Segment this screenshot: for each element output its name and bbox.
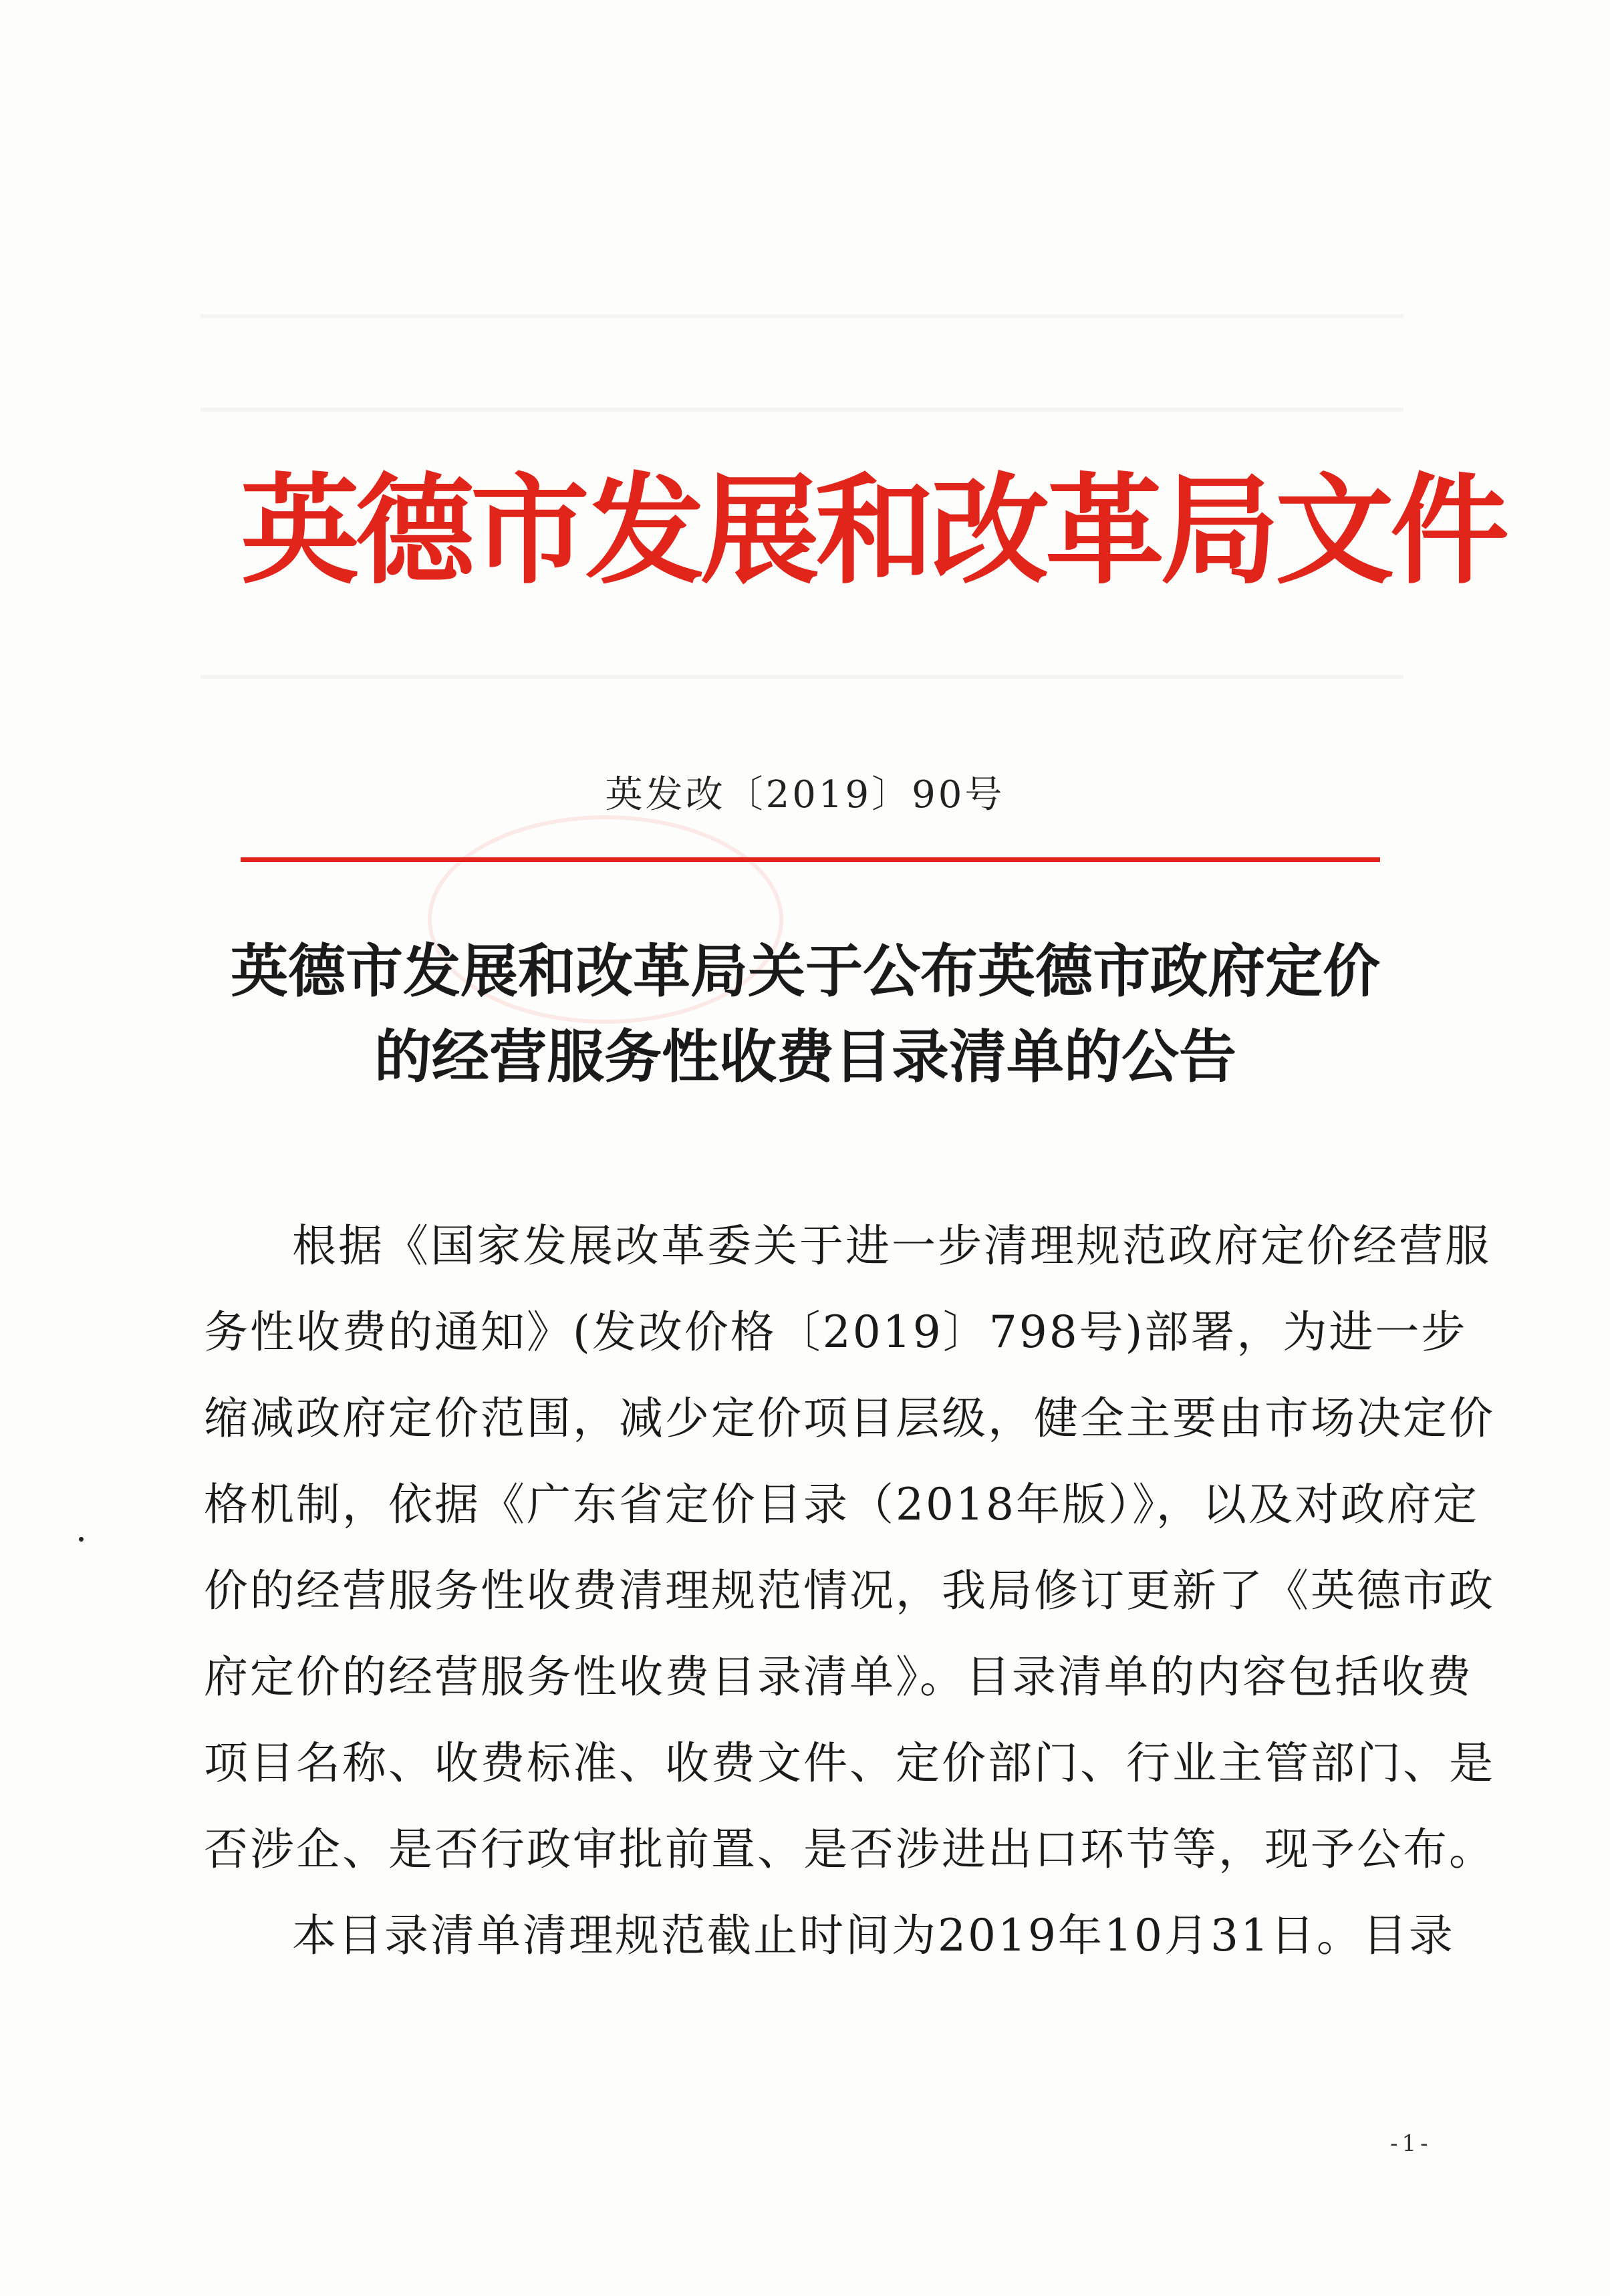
notice-body [204, 1203, 1495, 1979]
notice-title-line: 的经营服务性收费目录清单的公告 [374, 1023, 1236, 1091]
body-line: 项目名称、收费标准、收费文件、定价部门、行业主管部门、是 [204, 1737, 1495, 1789]
body-line: 务性收费的通知》(发改价格〔2019〕798号)部署，为进一步 [204, 1306, 1468, 1358]
body-line: 府定价的经营服务性收费目录清单》。目录清单的内容包括收费 [204, 1651, 1473, 1703]
body-line: 价的经营服务性收费清理规范情况，我局修订更新了《英德市政 [204, 1565, 1495, 1616]
bleed-through-line [200, 408, 1403, 412]
agency-header-title: 英德市发展和改革局文件 [241, 462, 1505, 600]
body-line: 格机制，依据《广东省定价目录（2018年版）》，以及对政府定 [204, 1479, 1479, 1530]
bleed-through-line [200, 314, 1403, 318]
body-line: 本目录清单清理规范截止时间为2019年10月31日。目录 [292, 1910, 1455, 1961]
red-divider-rule [241, 857, 1380, 862]
body-line: 否涉企、是否行政审批前置、是否涉进出口环节等，现予公布。 [204, 1824, 1495, 1875]
page-number: -1- [1390, 2130, 1432, 2157]
scan-speck [79, 1537, 84, 1542]
notice-title-line: 英德市发展和改革局关于公布英德市政府定价 [231, 938, 1380, 1005]
bleed-through-line [200, 675, 1403, 679]
body-line: 缩减政府定价范围，减少定价项目层级，健全主要由市场决定价 [204, 1393, 1495, 1444]
body-line: 根据《国家发展改革委关于进一步清理规范政府定价经营服 [292, 1220, 1491, 1272]
document-number: 英发改〔2019〕90号 [605, 773, 1005, 817]
notice-title [187, 929, 1424, 1100]
